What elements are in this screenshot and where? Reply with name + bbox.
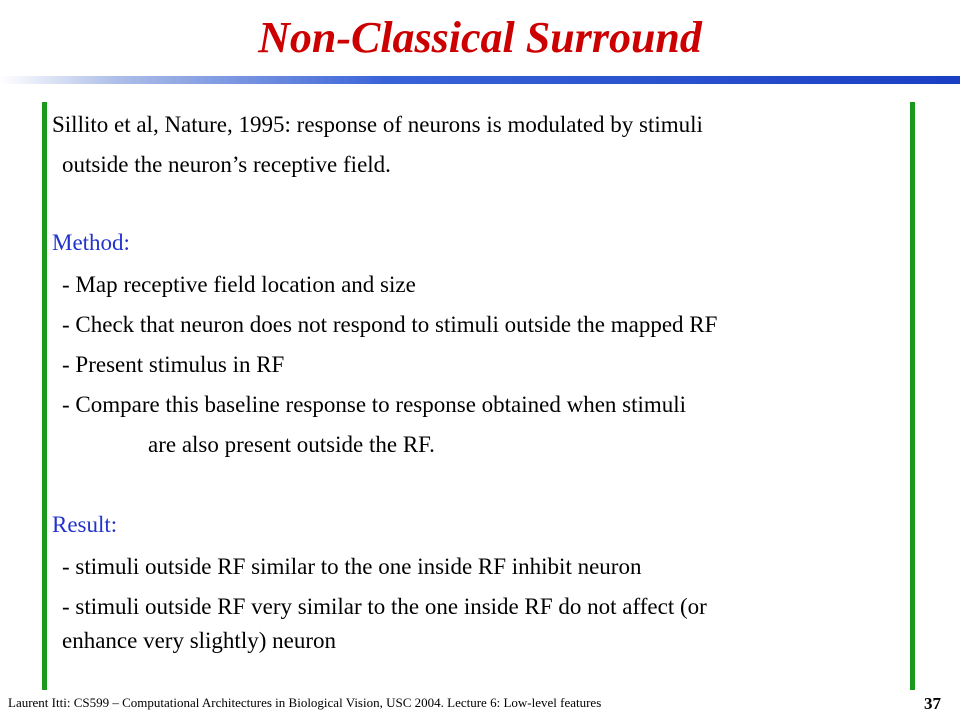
method-item: - Compare this baseline response to response obtained when stimuli	[62, 392, 687, 417]
page-number: 37	[924, 694, 941, 713]
method-item: - Present stimulus in RF	[62, 352, 285, 377]
title-underline-bar	[0, 76, 960, 84]
method-item-continuation: are also present outside the RF.	[148, 432, 435, 457]
result-item: - stimuli outside RF very similar to the one inside RF do not affect (or	[62, 594, 707, 619]
right-vertical-rule	[910, 102, 915, 690]
intro-line-1: Sillito et al, Nature, 1995: response of neurons is modulated by stimuli	[52, 112, 703, 137]
result-heading: Result:	[52, 512, 118, 537]
left-vertical-rule	[42, 102, 47, 690]
result-item: - stimuli outside RF similar to the one inside RF inhibit neuron	[62, 554, 642, 579]
method-item: - Check that neuron does not respond to stimuli outside the mapped RF	[62, 312, 718, 337]
result-item-continuation: enhance very slightly) neuron	[62, 628, 336, 653]
method-item: - Map receptive field location and size	[62, 272, 416, 297]
method-heading: Method:	[52, 230, 130, 255]
intro-line-2: outside the neuron’s receptive field.	[62, 152, 391, 177]
slide-title: Non-Classical Surround	[258, 13, 702, 62]
slide-footer: Laurent Itti: CS599 – Computational Architectures in Biological Vision, USC 2004. Lecture 6: Low-level features	[8, 695, 602, 710]
